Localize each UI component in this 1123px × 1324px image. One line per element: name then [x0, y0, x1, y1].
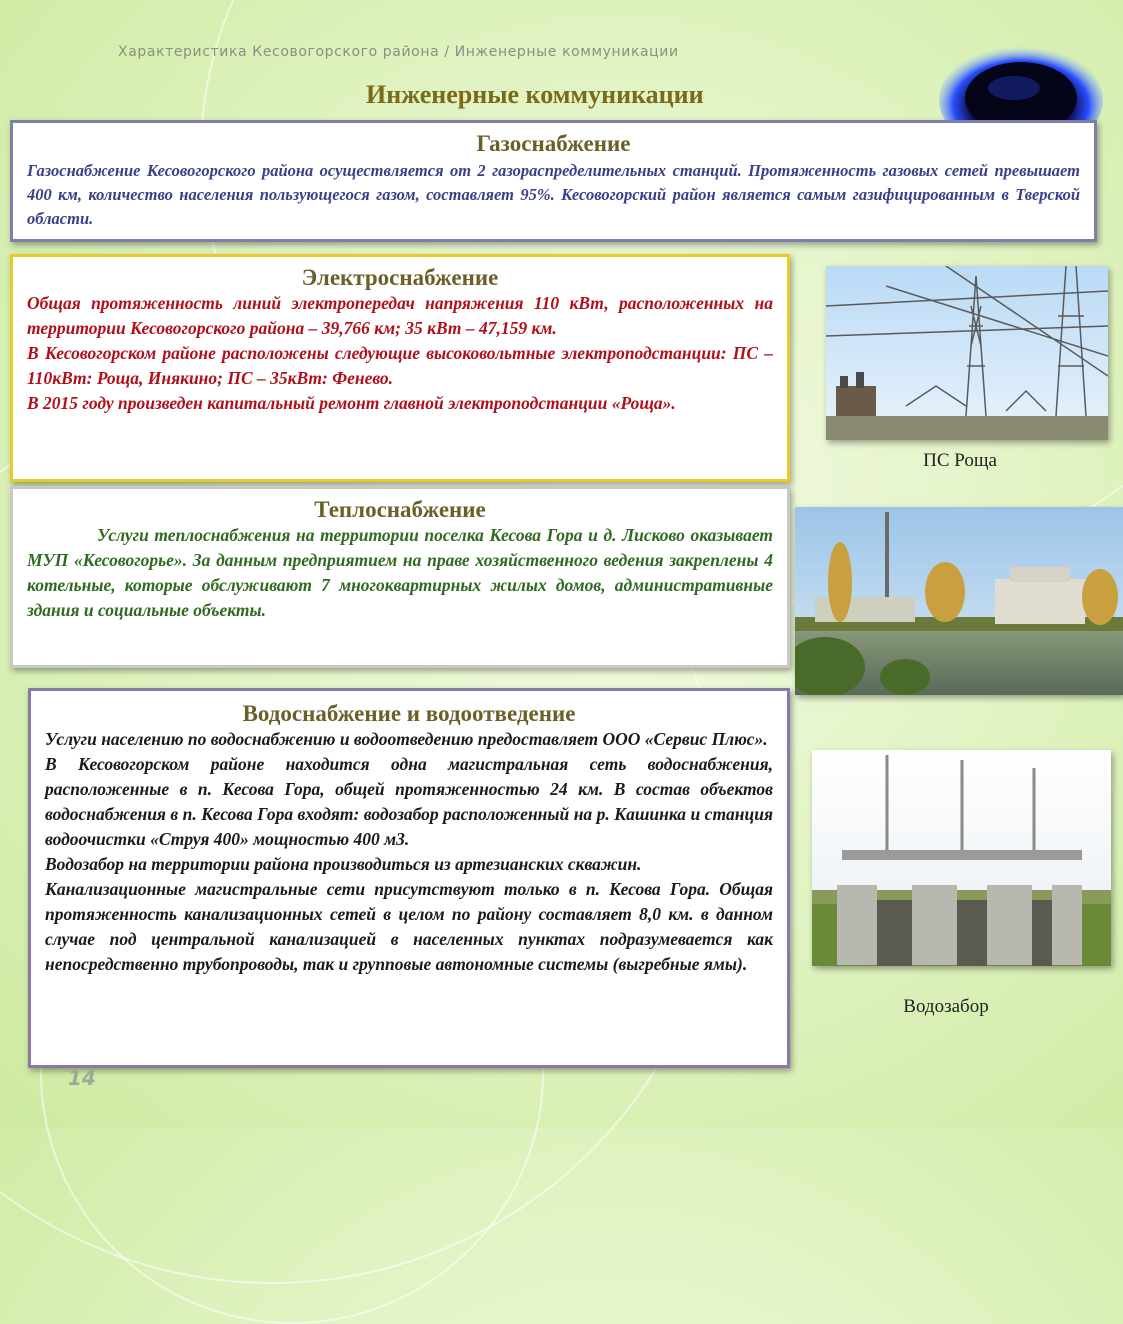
electricity-paragraph: В 2015 году произведен капитальный ремонт главной электроподстанции «Роща». — [27, 393, 676, 413]
page-title: Инженерные коммуникации — [366, 80, 704, 109]
water-intake-photo — [812, 750, 1111, 966]
electricity-paragraph: В Кесовогорском районе расположены следующие высоковольтные электроподстанции: ПС – 110кВт: Роща, Инякино; ПС – 35кВт: Фенево. — [27, 343, 773, 388]
electricity-section — [10, 254, 790, 482]
boiler-house-photo — [795, 507, 1123, 695]
gas-supply-heading: Газоснабжение — [476, 131, 631, 156]
water-paragraph: В Кесовогорском районе находится одна магистральная сеть водоснабжения, расположенные в п. Кесова Гора, общей протяженностью 24 км. В состав объектов водоснабжения в п. Кесова Гора входят: водозабор расположенный на р. Кашинка и станция водоочистки «Струя 400» мощностью 400 м3. — [45, 754, 773, 849]
gas-supply-text: Газоснабжение Кесовогорского района осуществляется от 2 газораспределительных станций. Протяженность газовых сетей превышает 400 км, количество населения пользующегося газом, составляет 95%. Кесовогорский район является самым газифицированным в Тверской области. — [27, 161, 1080, 228]
heating-section — [10, 486, 790, 668]
water-heading: Водоснабжение и водоотведение — [242, 701, 576, 726]
electricity-paragraph: Общая протяженность линий электропередач напряжения 110 кВт, расположенных на территории Кесовогорского района – 39,766 км; 35 кВт – 47,159 км. — [27, 293, 773, 338]
substation-caption: ПС Роща — [923, 450, 997, 471]
gas-supply-section — [10, 120, 1097, 242]
water-paragraph: Услуги населению по водоснабжению и водоотведению предоставляет ООО «Сервис Плюс». — [45, 729, 768, 749]
water-paragraph: Водозабор на территории района производиться из артезианских скважин. — [45, 854, 642, 874]
water-paragraph: Канализационные магистральные сети присутствуют только в п. Кесова Гора. Общая протяженность канализационных сетей в целом по району составляет 8,0 км. в данном случае под центральной канализацией в населенных пунктах подразумевается как непосредственно трубопроводы, так и групповые автономные системы (выгребные ямы). — [45, 879, 773, 974]
heating-text: Услуги теплоснабжения на территории поселка Кесова Гора и д. Лисково оказывает МУП «Кесовогорье». За данным предприятием на праве хозяйственного ведения закреплены 4 котельные, которые обслуживают 7 многоквартирных жилых домов, административные здания и социальные объекты. — [27, 525, 773, 620]
page-number: 14 — [68, 1066, 96, 1090]
water-section — [28, 688, 790, 1068]
heating-heading: Теплоснабжение — [314, 497, 486, 522]
water-intake-caption: Водозабор — [903, 996, 989, 1017]
electricity-heading: Электроснабжение — [301, 265, 499, 290]
substation-photo — [826, 266, 1108, 440]
breadcrumb: Характеристика Кесовогорского района / Инженерные коммуникации — [118, 44, 679, 60]
